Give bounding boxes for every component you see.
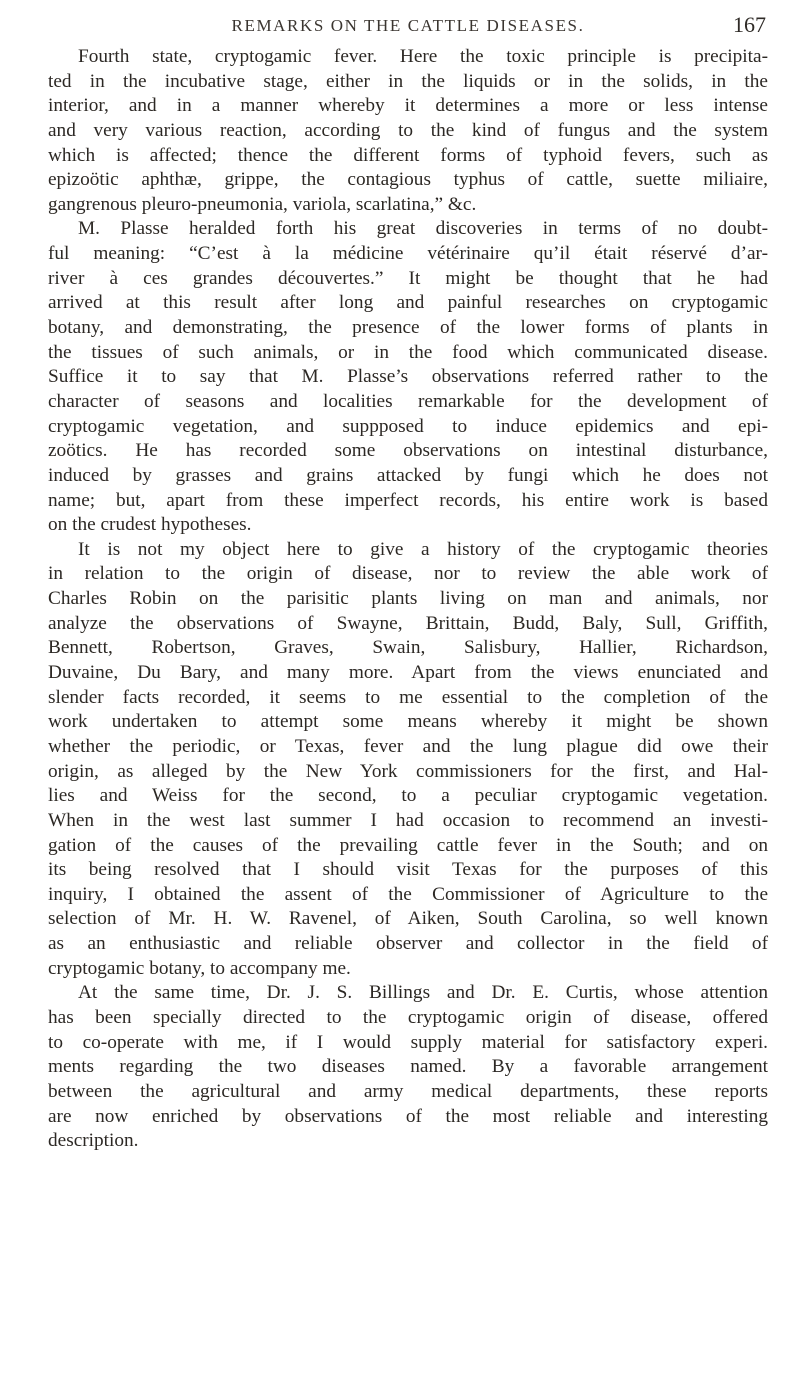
text-line: between the agricultural and army medical departments, these reports [48, 1080, 768, 1102]
text-line: Bennett, Robertson, Graves, Swain, Salisbury, Hallier, Richardson, [48, 637, 768, 659]
text-line: inquiry, I obtained the assent of the Commissioner of Agriculture to the [48, 883, 768, 905]
text-line: cryptogamic botany, to accompany me. [48, 957, 351, 979]
text-line: M. Plasse heralded forth his great discoveries in terms of no doubt- [78, 218, 768, 240]
text-line: description. [48, 1130, 139, 1152]
text-line: its being resolved that I should visit Texas for the purposes of this [48, 859, 768, 881]
text-line: gation of the causes of the prevailing cattle fever in the South; and on [48, 834, 768, 856]
text-line: ful meaning: “C’est à la médicine vétérinaire qu’il était réservé d’ar- [48, 243, 768, 265]
text-line: to co-operate with me, if I would supply material for satisfactory experi. [48, 1031, 768, 1053]
text-line: At the same time, Dr. J. S. Billings and Dr. E. Curtis, whose attention [78, 982, 768, 1004]
text-line: Suffice it to say that M. Plasse’s observations referred rather to the [48, 366, 768, 388]
text-line: in relation to the origin of disease, nor to review the able work of [48, 563, 768, 585]
text-line: botany, and demonstrating, the presence of the lower forms of plants in [48, 317, 768, 339]
text-line: and very various reaction, according to the kind of fungus and the system [48, 119, 768, 141]
book-page [48, 0, 768, 1390]
body-text [48, 45, 768, 1154]
text-line: has been specially directed to the cryptogamic origin of disease, offered [48, 1006, 768, 1028]
text-line: slender facts recorded, it seems to me essential to the completion of the [48, 686, 768, 708]
text-line: Duvaine, Du Bary, and many more. Apart from the views enunciated and [48, 662, 768, 684]
text-line: induced by grasses and grains attacked by fungi which he does not [48, 464, 768, 486]
text-line: name; but, apart from these imperfect records, his entire work is based [48, 489, 768, 511]
text-line: ments regarding the two diseases named. By a favorable arrangement [48, 1056, 768, 1078]
text-line: Charles Robin on the parisitic plants living on man and animals, nor [48, 588, 768, 610]
text-line: interior, and in a manner whereby it determines a more or less intense [48, 95, 768, 117]
text-line: on the crudest hypotheses. [48, 514, 252, 536]
text-line: gangrenous pleuro-pneumonia, variola, scarlatina,” &c. [48, 193, 477, 215]
text-line: When in the west last summer I had occasion to recommend an investi- [48, 809, 768, 831]
text-line: arrived at this result after long and painful researches on cryptogamic [48, 292, 768, 314]
text-line: which is affected; thence the different forms of typhoid fevers, such as [48, 144, 768, 166]
text-line: analyze the observations of Swayne, Brittain, Budd, Baly, Sull, Griffith, [48, 612, 768, 634]
text-line: ted in the incubative stage, either in the liquids or in the solids, in the [48, 70, 768, 92]
text-line: origin, as alleged by the New York commissioners for the first, and Hal- [48, 760, 768, 782]
text-line: Fourth state, cryptogamic fever. Here the toxic principle is precipita- [78, 46, 768, 67]
text-line: cryptogamic vegetation, and suppposed to induce epidemics and epi- [48, 415, 768, 437]
running-head [48, 8, 768, 48]
text-line: as an enthusiastic and reliable observer and collector in the field of [48, 933, 768, 955]
text-line: epizoötic aphthæ, grippe, the contagious typhus of cattle, suette miliaire, [48, 169, 768, 191]
text-line: the tissues of such animals, or in the food which communicated disease. [48, 341, 768, 363]
text-line: It is not my object here to give a history of the cryptogamic theories [78, 538, 768, 560]
text-line: zoötics. He has recorded some observations on intestinal disturbance, [48, 440, 768, 462]
text-line: selection of Mr. H. W. Ravenel, of Aiken, South Carolina, so well known [48, 908, 768, 930]
text-line: lies and Weiss for the second, to a peculiar cryptogamic vegetation. [48, 785, 768, 807]
text-line: whether the periodic, or Texas, fever and the lung plague did owe their [48, 735, 768, 757]
running-title: REMARKS ON THE CATTLE DISEASES. [231, 16, 585, 35]
text-line: are now enriched by observations of the most reliable and interesting [48, 1105, 768, 1127]
page-number: 167 [733, 12, 766, 37]
text-line: character of seasons and localities remarkable for the development of [48, 390, 768, 412]
text-line: work undertaken to attempt some means whereby it might be shown [48, 711, 768, 733]
text-line: river à ces grandes découvertes.” It might be thought that he had [48, 267, 768, 289]
